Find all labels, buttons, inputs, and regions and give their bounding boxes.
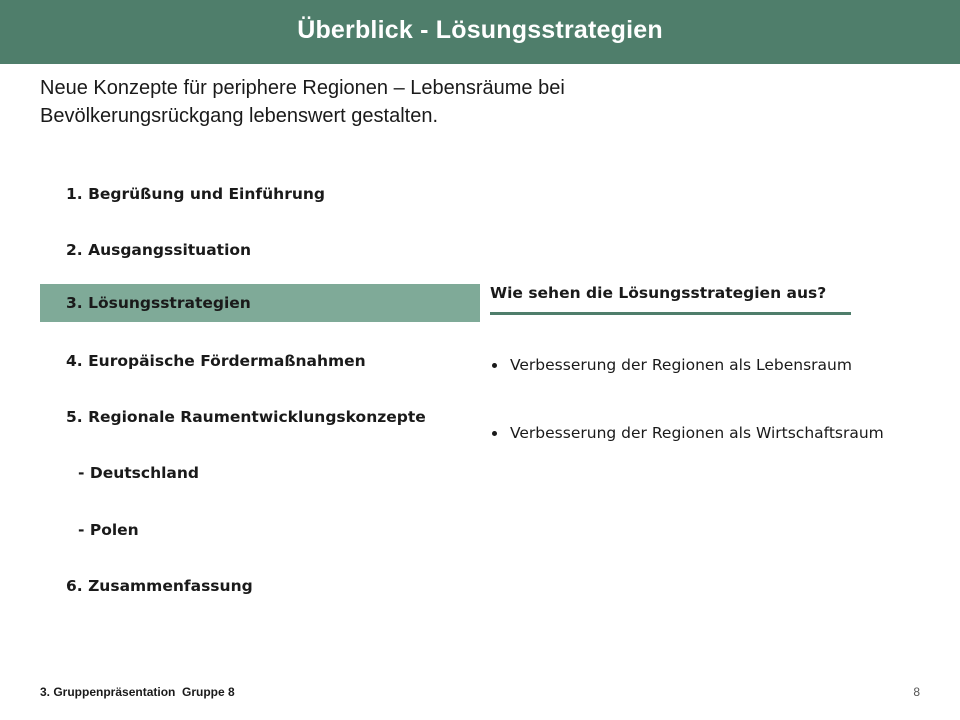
bullet-item xyxy=(490,424,884,442)
agenda-item-raumentwicklungskonzepte: 5. Regionale Raumentwicklungskonzepte xyxy=(66,408,426,426)
bullet-text: Verbesserung der Regionen als Lebensraum xyxy=(510,356,852,374)
footer-label: 3. Gruppenpräsentation Gruppe 8 xyxy=(40,685,235,699)
agenda-item-foerdermassnahmen: 4. Europäische Fördermaßnahmen xyxy=(66,352,366,370)
agenda-item-loesungsstrategien: 3. Lösungsstrategien xyxy=(40,284,480,322)
bullet-item xyxy=(490,356,852,374)
agenda-item-zusammenfassung: 6. Zusammenfassung xyxy=(66,577,253,595)
title-bar xyxy=(0,0,960,64)
panel-heading: Wie sehen die Lösungsstrategien aus? xyxy=(490,284,827,302)
bullet-dot-icon xyxy=(492,431,497,436)
agenda-subitem-deutschland: - Deutschland xyxy=(78,464,200,482)
slide-title: Überblick - Lösungsstrategien xyxy=(297,15,663,44)
bullet-dot-icon xyxy=(492,363,497,368)
agenda-subitem-polen: - Polen xyxy=(78,521,139,539)
strategy-panel xyxy=(490,284,930,442)
heading-underline xyxy=(490,312,851,315)
agenda-item-begruessung: 1. Begrüßung und Einführung xyxy=(66,185,325,203)
agenda-item-ausgangssituation: 2. Ausgangssituation xyxy=(66,241,252,259)
page-number: 8 xyxy=(913,685,920,699)
bullet-text: Verbesserung der Regionen als Wirtschaftsraum xyxy=(510,424,884,442)
slide-subtitle: Neue Konzepte für periphere Regionen – Lebensräume bei Bevölkerungsrückgang lebenswert gestalten. xyxy=(40,77,565,127)
